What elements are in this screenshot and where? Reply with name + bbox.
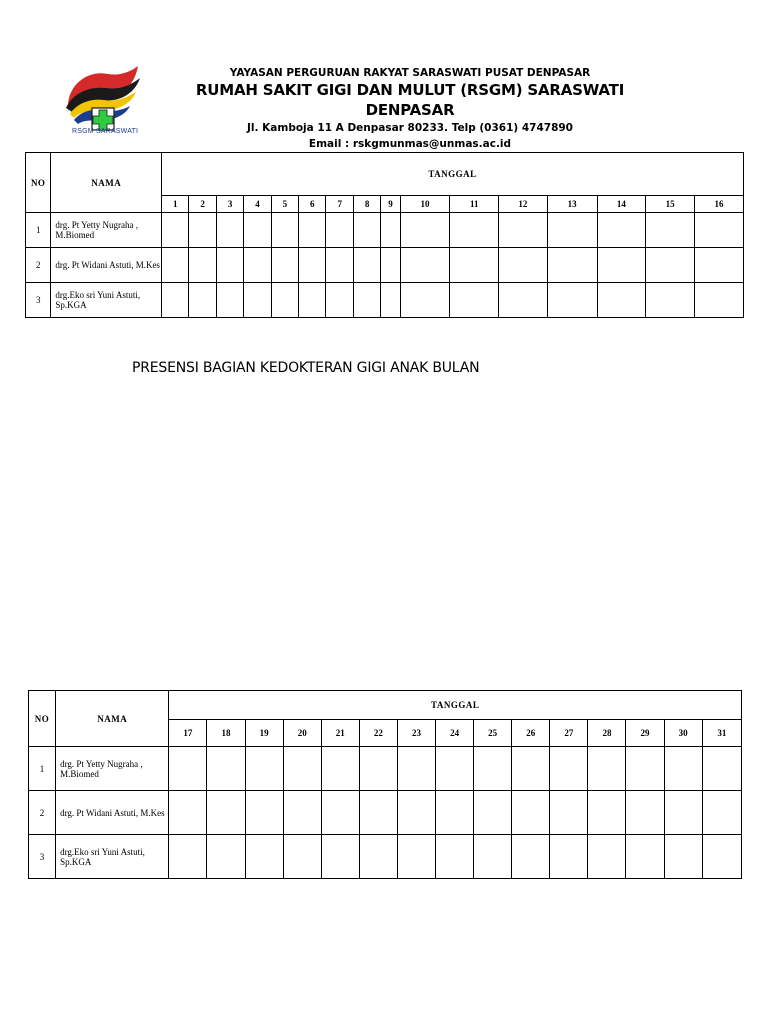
attendance-cell[interactable]	[400, 248, 450, 283]
attendance-cell[interactable]	[397, 791, 435, 835]
logo-caption: RSGM SARASWATI	[72, 128, 139, 135]
attendance-cell[interactable]	[588, 791, 626, 835]
name-header: NAMA	[51, 153, 162, 213]
doctor-name: drg. Pt Yetty Nugraha , M.Biomed	[51, 213, 162, 248]
doctor-name: drg.Eko sri Yuni Astuti, Sp.KGA	[51, 283, 162, 318]
day-header: 19	[245, 720, 283, 747]
attendance-cell[interactable]	[474, 791, 512, 835]
attendance-cell[interactable]	[547, 213, 597, 248]
day-header: 10	[400, 196, 450, 213]
day-header: 25	[474, 720, 512, 747]
attendance-cell[interactable]	[207, 747, 245, 791]
doctor-name: drg. Pt Yetty Nugraha , M.Biomed	[56, 747, 169, 791]
attendance-table-1	[25, 152, 744, 318]
attendance-cell[interactable]	[695, 248, 744, 283]
attendance-cell[interactable]	[353, 248, 380, 283]
attendance-cell[interactable]	[664, 791, 702, 835]
attendance-cell[interactable]	[499, 248, 548, 283]
attendance-cell[interactable]	[169, 835, 207, 879]
attendance-cell[interactable]	[283, 747, 321, 791]
day-header: 21	[321, 720, 359, 747]
attendance-cell[interactable]	[474, 747, 512, 791]
day-header: 29	[626, 720, 664, 747]
row-number: 1	[26, 213, 51, 248]
attendance-cell[interactable]	[216, 248, 243, 283]
attendance-cell[interactable]	[646, 248, 695, 283]
day-header: 4	[244, 196, 271, 213]
day-header: 30	[664, 720, 702, 747]
table-row	[26, 248, 744, 283]
attendance-cell[interactable]	[271, 213, 298, 248]
attendance-cell[interactable]	[702, 791, 741, 835]
attendance-cell[interactable]	[162, 213, 189, 248]
attendance-cell[interactable]	[245, 835, 283, 879]
attendance-cell[interactable]	[321, 791, 359, 835]
attendance-cell[interactable]	[359, 835, 397, 879]
attendance-cell[interactable]	[450, 213, 499, 248]
day-header: 22	[359, 720, 397, 747]
attendance-cell[interactable]	[550, 747, 588, 791]
table-row	[26, 283, 744, 318]
attendance-cell[interactable]	[207, 835, 245, 879]
attendance-cell[interactable]	[547, 248, 597, 283]
table-row	[26, 213, 744, 248]
day-header: 18	[207, 720, 245, 747]
attendance-cell[interactable]	[550, 791, 588, 835]
row-number: 3	[29, 835, 56, 879]
attendance-cell[interactable]	[381, 248, 400, 283]
attendance-cell[interactable]	[359, 747, 397, 791]
attendance-cell[interactable]	[588, 747, 626, 791]
attendance-cell[interactable]	[245, 791, 283, 835]
date-header: TANGGAL	[169, 691, 742, 720]
attendance-cell[interactable]	[646, 283, 695, 318]
doctor-name: drg. Pt Widani Astuti, M.Kes	[51, 248, 162, 283]
attendance-cell[interactable]	[702, 835, 741, 879]
attendance-cell[interactable]	[359, 791, 397, 835]
attendance-cell[interactable]	[499, 283, 548, 318]
attendance-cell[interactable]	[321, 747, 359, 791]
attendance-cell[interactable]	[597, 248, 646, 283]
day-header: 8	[353, 196, 380, 213]
attendance-cell[interactable]	[169, 747, 207, 791]
attendance-cell[interactable]	[216, 283, 243, 318]
day-header: 23	[397, 720, 435, 747]
attendance-cell[interactable]	[695, 213, 744, 248]
day-header: 6	[299, 196, 326, 213]
day-header: 14	[597, 196, 646, 213]
day-header: 20	[283, 720, 321, 747]
foundation-name: YAYASAN PERGURUAN RAKYAT SARASWATI PUSAT DENPASAR	[229, 67, 591, 79]
day-header: 2	[189, 196, 216, 213]
attendance-cell[interactable]	[400, 213, 450, 248]
day-header: 15	[646, 196, 695, 213]
attendance-cell[interactable]	[436, 791, 474, 835]
day-header: 26	[512, 720, 550, 747]
attendance-cell[interactable]	[436, 835, 474, 879]
day-header: 31	[702, 720, 741, 747]
page-title: PRESENSI BAGIAN KEDOKTERAN GIGI ANAK BULAN	[132, 360, 480, 376]
hospital-address: Jl. Kamboja 11 A Denpasar 80233. Telp (0361) 4747890	[247, 122, 573, 134]
attendance-cell[interactable]	[299, 283, 326, 318]
day-header: 5	[271, 196, 298, 213]
attendance-cell[interactable]	[244, 283, 271, 318]
attendance-cell[interactable]	[400, 283, 450, 318]
attendance-cell[interactable]	[216, 213, 243, 248]
attendance-cell[interactable]	[326, 213, 353, 248]
hospital-name: RUMAH SAKIT GIGI DAN MULUT (RSGM) SARASWATI DENPASAR	[195, 81, 625, 119]
attendance-table-2	[28, 690, 742, 879]
attendance-cell[interactable]	[244, 248, 271, 283]
attendance-cell[interactable]	[547, 283, 597, 318]
attendance-cell[interactable]	[381, 283, 400, 318]
attendance-cell[interactable]	[499, 213, 548, 248]
day-header: 13	[547, 196, 597, 213]
attendance-cell[interactable]	[597, 213, 646, 248]
date-header: TANGGAL	[162, 153, 744, 196]
attendance-cell[interactable]	[353, 283, 380, 318]
no-header: NO	[29, 691, 56, 747]
table-row	[29, 747, 742, 791]
attendance-cell[interactable]	[245, 747, 283, 791]
day-header: 9	[381, 196, 400, 213]
attendance-cell[interactable]	[550, 835, 588, 879]
attendance-cell[interactable]	[244, 213, 271, 248]
letterhead-text	[150, 66, 670, 152]
day-header: 24	[436, 720, 474, 747]
attendance-cell[interactable]	[283, 791, 321, 835]
attendance-cell[interactable]	[299, 213, 326, 248]
attendance-cell[interactable]	[702, 747, 741, 791]
day-header: 12	[499, 196, 548, 213]
attendance-cell[interactable]	[436, 747, 474, 791]
attendance-cell[interactable]	[450, 248, 499, 283]
attendance-cell[interactable]	[588, 835, 626, 879]
attendance-cell[interactable]	[321, 835, 359, 879]
day-header: 27	[550, 720, 588, 747]
attendance-cell[interactable]	[626, 747, 664, 791]
day-header: 16	[695, 196, 744, 213]
attendance-cell[interactable]	[299, 248, 326, 283]
attendance-cell[interactable]	[450, 283, 499, 318]
attendance-cell[interactable]	[283, 835, 321, 879]
row-number: 1	[29, 747, 56, 791]
attendance-cell[interactable]	[626, 791, 664, 835]
attendance-cell[interactable]	[271, 248, 298, 283]
attendance-cell[interactable]	[597, 283, 646, 318]
attendance-cell[interactable]	[695, 283, 744, 318]
attendance-cell[interactable]	[207, 791, 245, 835]
day-header: 7	[326, 196, 353, 213]
attendance-cell[interactable]	[162, 248, 189, 283]
attendance-cell[interactable]	[326, 248, 353, 283]
attendance-cell[interactable]	[646, 213, 695, 248]
attendance-cell[interactable]	[271, 283, 298, 318]
attendance-cell[interactable]	[626, 835, 664, 879]
attendance-cell[interactable]	[397, 747, 435, 791]
attendance-cell[interactable]	[397, 835, 435, 879]
hospital-email: Email : rskgmunmas@unmas.ac.id	[308, 138, 512, 150]
doctor-name: drg. Pt Widani Astuti, M.Kes	[56, 791, 169, 835]
row-number: 2	[26, 248, 51, 283]
table-row	[29, 791, 742, 835]
name-header: NAMA	[56, 691, 169, 747]
attendance-cell[interactable]	[664, 747, 702, 791]
letterhead	[0, 60, 768, 150]
attendance-cell[interactable]	[474, 835, 512, 879]
day-header: 1	[162, 196, 189, 213]
attendance-cell[interactable]	[512, 791, 550, 835]
no-header: NO	[26, 153, 51, 213]
day-header: 28	[588, 720, 626, 747]
attendance-cell[interactable]	[189, 283, 216, 318]
row-number: 3	[26, 283, 51, 318]
doctor-name: drg.Eko sri Yuni Astuti, Sp.KGA	[56, 835, 169, 879]
attendance-cell[interactable]	[162, 283, 189, 318]
day-header: 17	[169, 720, 207, 747]
attendance-cell[interactable]	[381, 213, 400, 248]
attendance-cell[interactable]	[353, 213, 380, 248]
attendance-cell[interactable]	[326, 283, 353, 318]
attendance-cell[interactable]	[512, 747, 550, 791]
attendance-cell[interactable]	[189, 213, 216, 248]
attendance-cell[interactable]	[664, 835, 702, 879]
attendance-cell[interactable]	[169, 791, 207, 835]
day-header: 11	[450, 196, 499, 213]
day-header: 3	[216, 196, 243, 213]
row-number: 2	[29, 791, 56, 835]
table-row	[29, 835, 742, 879]
attendance-cell[interactable]	[189, 248, 216, 283]
attendance-cell[interactable]	[512, 835, 550, 879]
